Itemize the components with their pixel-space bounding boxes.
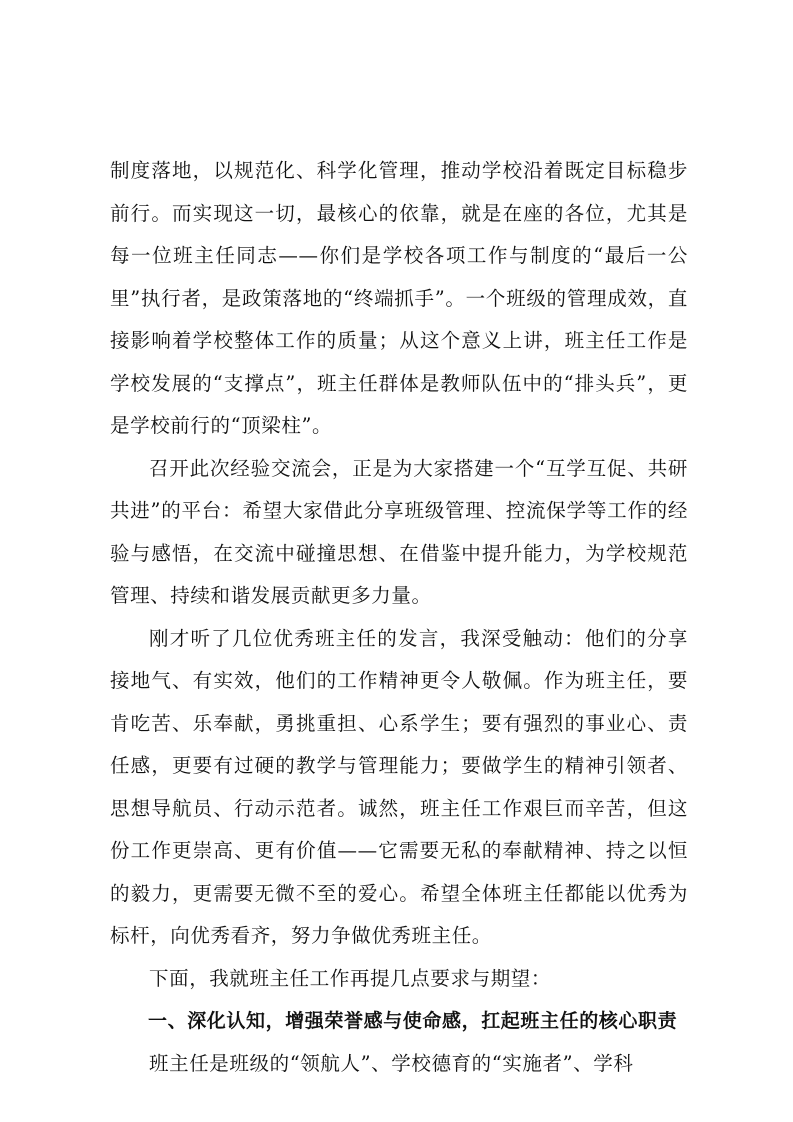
section-heading-1: 一、深化认知，增强荣誉感与使命感，扛起班主任的核心职责 xyxy=(148,1010,678,1032)
paragraph-section-1-start: 班主任是班级的“领航人”、学校德育的“实施者”、学科 xyxy=(149,1051,634,1075)
paragraph-speech-reflection: 刚才听了几位优秀班主任的发言，我深受触动：他们的分享接地气、有实效，他们的工作精神更令人敬佩。作为班主任，要肯吃苦、乐奉献，勇挑重担、心系学生；要有强烈的事业心、责任感，更要有过硬的教学与管理能力；要做学生的精神引领者、思想导航员、行动示范者。诚然，班主任工作艰巨而辛苦，但这份工作更崇高、更有价值——它需要无私的奉献精神、持之以恒的毅力，更需要无微不至的爱心。希望全体班主任都能以优秀为标杆，向优秀看齐，努力争做优秀班主任。 xyxy=(110,626,688,947)
paragraph-meeting-purpose: 召开此次经验交流会，正是为大家搭建一个“互学互促、共研共进”的平台：希望大家借此分享班级管理、控流保学等工作的经验与感悟，在交流中碰撞思想、在借鉴中提升能力，为学校规范管理、持续和谐发展贡献更多力量。 xyxy=(110,456,688,607)
document-body xyxy=(110,150,688,1085)
paragraph-continuation: 制度落地，以规范化、科学化管理，推动学校沿着既定目标稳步前行。而实现这一切，最核心的依靠，就是在座的各位，尤其是每一位班主任同志——你们是学校各项工作与制度的“最后一公里”执行者，是政策落地的“终端抓手”。一个班级的管理成效，直接影响着学校整体工作的质量；从这个意义上讲，班主任工作是学校发展的“支撑点”，班主任群体是教师队伍中的“排头兵”，更是学校前行的“顶梁柱”。 xyxy=(110,159,688,437)
paragraph-transition: 下面，我就班主任工作再提几点要求与期望： xyxy=(149,966,552,990)
